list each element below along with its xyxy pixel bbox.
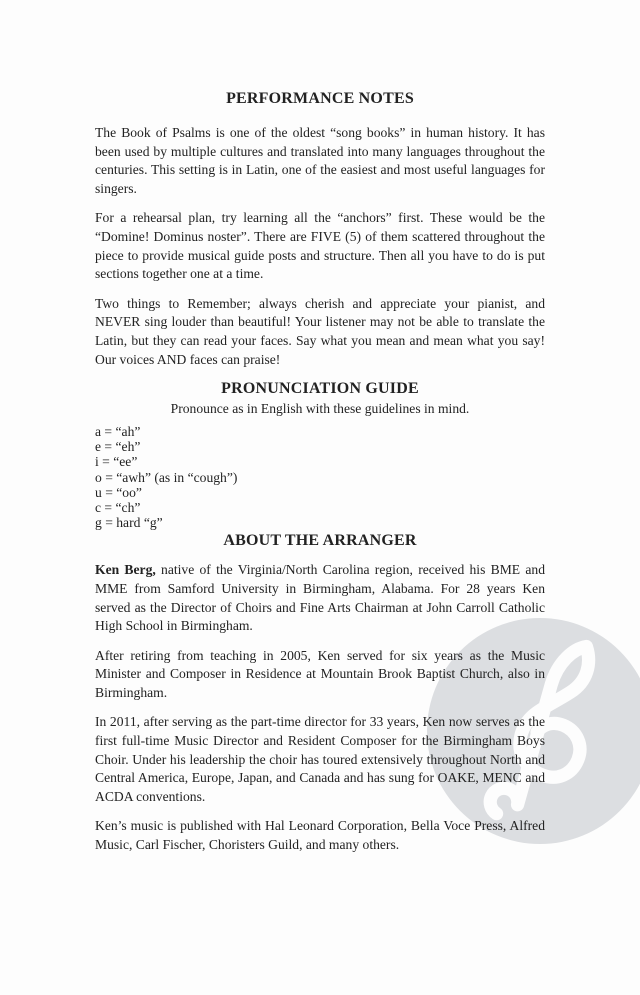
pronunciation-rule-u: u = “oo” xyxy=(95,484,142,500)
pronunciation-rule-g: g = hard “g” xyxy=(95,515,163,531)
paragraph-after-retiring: After retiring from teaching in 2005, Ken served for six years as the Music Minister and Composer in Residence at Mountain Brook Baptist Church, also in Birmingham. xyxy=(95,647,545,701)
pronunciation-guide-heading: PRONUNCIATION GUIDE xyxy=(221,379,419,397)
pronunciation-rule-o: o = “awh” (as in “cough”) xyxy=(95,469,238,485)
pronunciation-guide-subtitle: Pronounce as in English with these guidelines in mind. xyxy=(170,400,470,416)
arranger-bio-text: native of the Virginia/North Carolina region, received his BME and MME from Samford University in Birmingham, Alabama. For 28 years Ken served as the Director of Choirs and Fine Arts Chairman at John Carroll Catholic High School in Birmingham. xyxy=(95,562,545,634)
paragraph-published: Ken’s music is published with Hal Leonard Corporation, Bella Voce Press, Alfred Music, Carl Fischer, Choristers Guild, and many others. xyxy=(95,818,545,852)
pronunciation-rule-a: a = “ah” xyxy=(95,423,141,439)
page-content xyxy=(95,90,545,865)
pronunciation-rule-c: c = “ch” xyxy=(95,499,141,515)
pronunciation-rules-list xyxy=(95,424,545,530)
paragraph-psalms: The Book of Psalms is one of the oldest “song books” in human history. It has been used by multiple cultures and translated into many languages throughout the centuries. This setting is in Latin, one of the easiest and most useful languages for singers. xyxy=(95,125,545,197)
paragraph-two-things: Two things to Remember; always cherish and appreciate your pianist, and NEVER sing louder than beautiful! Your listener may not be able to translate the Latin, but they can read your faces. Say what you mean and mean what you say! Our voices AND faces can praise! xyxy=(95,295,545,367)
performance-notes-heading: PERFORMANCE NOTES xyxy=(226,90,414,107)
arranger-name: Ken Berg, xyxy=(95,562,156,578)
pronunciation-rule-e: e = “eh” xyxy=(95,439,141,455)
paragraph-rehearsal-plan: For a rehearsal plan, try learning all the “anchors” first. These would be the “Domine! Dominus noster”. There are FIVE (5) of them scattered throughout the piece to provide musical guide posts and structure. Then all you have to do is put sections together one at a time. xyxy=(95,210,545,282)
paragraph-ken-berg-bio xyxy=(95,561,545,636)
about-arranger-heading: ABOUT THE ARRANGER xyxy=(223,532,417,550)
paragraph-in-2011: In 2011, after serving as the part-time director for 33 years, Ken now serves as the first full-time Music Director and Resident Composer for the Birmingham Boys Choir. Under his leadership the choir has toured extensively throughout North and Central America, Europe, Japan, and Canada and has sung for OAKE, MENC and ACDA conventions. xyxy=(95,714,545,805)
pronunciation-rule-i: i = “ee” xyxy=(95,454,138,470)
